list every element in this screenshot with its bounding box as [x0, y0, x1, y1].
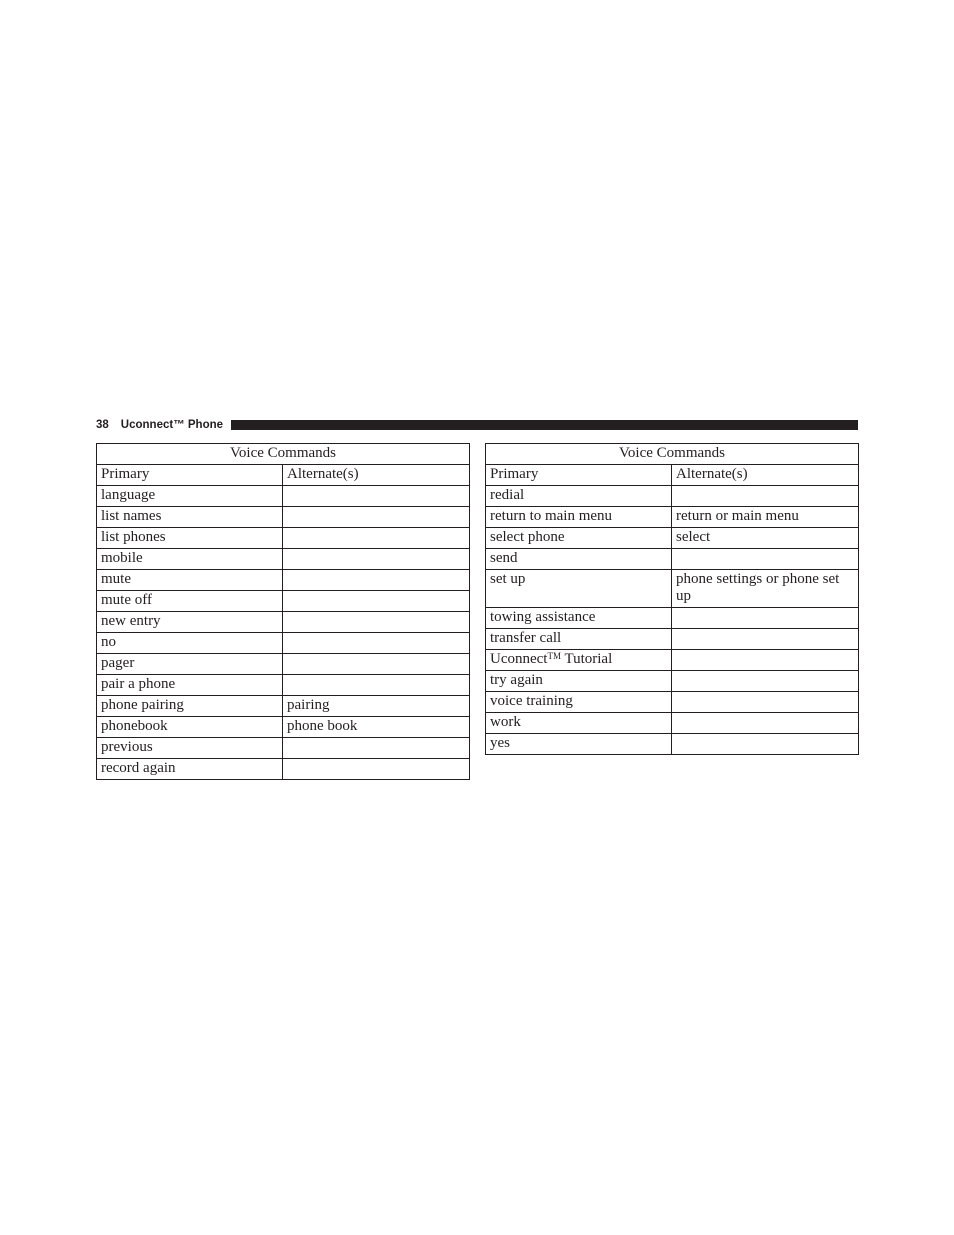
voice-commands-table-right	[485, 443, 859, 755]
alternate-command-cell	[283, 507, 470, 528]
alternate-command-cell: select	[672, 528, 859, 549]
primary-command-cell: select phone	[486, 528, 672, 549]
table-row	[486, 528, 859, 549]
alternate-command-cell	[672, 549, 859, 570]
table-row	[97, 759, 470, 780]
primary-command-cell: pager	[97, 654, 283, 675]
primary-command-cell: try again	[486, 671, 672, 692]
primary-command-cell: work	[486, 713, 672, 734]
alternate-command-cell	[672, 650, 859, 671]
table-row	[97, 696, 470, 717]
table-caption-row	[486, 444, 859, 465]
table-row	[486, 570, 859, 608]
alternate-command-cell	[672, 692, 859, 713]
alternate-command-cell	[283, 486, 470, 507]
table-row	[486, 650, 859, 671]
primary-command-cell: redial	[486, 486, 672, 507]
column-header-primary: Primary	[97, 465, 283, 486]
primary-command-cell: pair a phone	[97, 675, 283, 696]
alternate-command-cell	[283, 654, 470, 675]
command-text: Tutorial	[560, 651, 613, 667]
column-header-primary: Primary	[486, 465, 672, 486]
column-header-alternates: Alternate(s)	[672, 465, 859, 486]
primary-command-cell: list phones	[97, 528, 283, 549]
primary-command-cell: language	[97, 486, 283, 507]
primary-command-cell: transfer call	[486, 629, 672, 650]
table-row	[97, 654, 470, 675]
primary-command-cell: no	[97, 633, 283, 654]
table-row	[486, 734, 859, 755]
alternate-command-cell: phone settings or phone set up	[672, 570, 859, 608]
table-row	[97, 612, 470, 633]
alternate-command-cell	[283, 549, 470, 570]
table-row	[97, 507, 470, 528]
header-rule	[231, 420, 858, 430]
alternate-command-cell	[283, 591, 470, 612]
alternate-command-cell	[283, 528, 470, 549]
alternate-command-cell	[283, 570, 470, 591]
page-header	[96, 418, 858, 432]
table-row	[97, 570, 470, 591]
primary-command-cell: return to main menu	[486, 507, 672, 528]
primary-command-cell: list names	[97, 507, 283, 528]
alternate-command-cell	[283, 675, 470, 696]
table-row	[97, 528, 470, 549]
table-caption: Voice Commands	[486, 444, 859, 465]
table-row	[97, 486, 470, 507]
alternate-command-cell	[672, 486, 859, 507]
table-caption-row	[97, 444, 470, 465]
table-row	[486, 671, 859, 692]
table-row	[97, 717, 470, 738]
table-caption: Voice Commands	[97, 444, 470, 465]
alternate-command-cell	[672, 671, 859, 692]
table-row	[486, 486, 859, 507]
table-row	[486, 629, 859, 650]
alternate-command-cell	[672, 713, 859, 734]
table-row	[486, 692, 859, 713]
trademark-mark: TM	[547, 651, 561, 661]
primary-command-cell: set up	[486, 570, 672, 608]
brand-name: Uconnect	[490, 651, 548, 667]
voice-commands-table-left	[96, 443, 470, 780]
primary-command-cell: voice training	[486, 692, 672, 713]
section-title: Uconnect™ Phone	[120, 419, 224, 431]
alternate-command-cell	[672, 629, 859, 650]
alternate-command-cell	[672, 734, 859, 755]
table-row	[97, 738, 470, 759]
alternate-command-cell: phone book	[283, 717, 470, 738]
table-header-row	[486, 465, 859, 486]
alternate-command-cell	[283, 759, 470, 780]
column-header-alternates: Alternate(s)	[283, 465, 470, 486]
primary-command-cell: yes	[486, 734, 672, 755]
table-row	[486, 507, 859, 528]
primary-command-cell: mute off	[97, 591, 283, 612]
alternate-command-cell: return or main menu	[672, 507, 859, 528]
primary-command-cell: record again	[97, 759, 283, 780]
table-header-row	[97, 465, 470, 486]
table-row	[97, 675, 470, 696]
primary-command-cell: send	[486, 549, 672, 570]
alternate-command-cell	[283, 738, 470, 759]
primary-command-cell: phonebook	[97, 717, 283, 738]
primary-command-cell: mute	[97, 570, 283, 591]
page-number: 38	[96, 419, 109, 431]
primary-command-cell: mobile	[97, 549, 283, 570]
table-row	[97, 549, 470, 570]
primary-command-cell: previous	[97, 738, 283, 759]
table-row	[97, 591, 470, 612]
primary-command-cell: towing assistance	[486, 608, 672, 629]
primary-command-cell: new entry	[97, 612, 283, 633]
alternate-command-cell	[283, 633, 470, 654]
alternate-command-cell: pairing	[283, 696, 470, 717]
primary-command-cell: phone pairing	[97, 696, 283, 717]
table-row	[486, 549, 859, 570]
table-row	[486, 713, 859, 734]
primary-command-cell	[486, 650, 672, 671]
table-row	[97, 633, 470, 654]
alternate-command-cell	[672, 608, 859, 629]
alternate-command-cell	[283, 612, 470, 633]
table-row	[486, 608, 859, 629]
